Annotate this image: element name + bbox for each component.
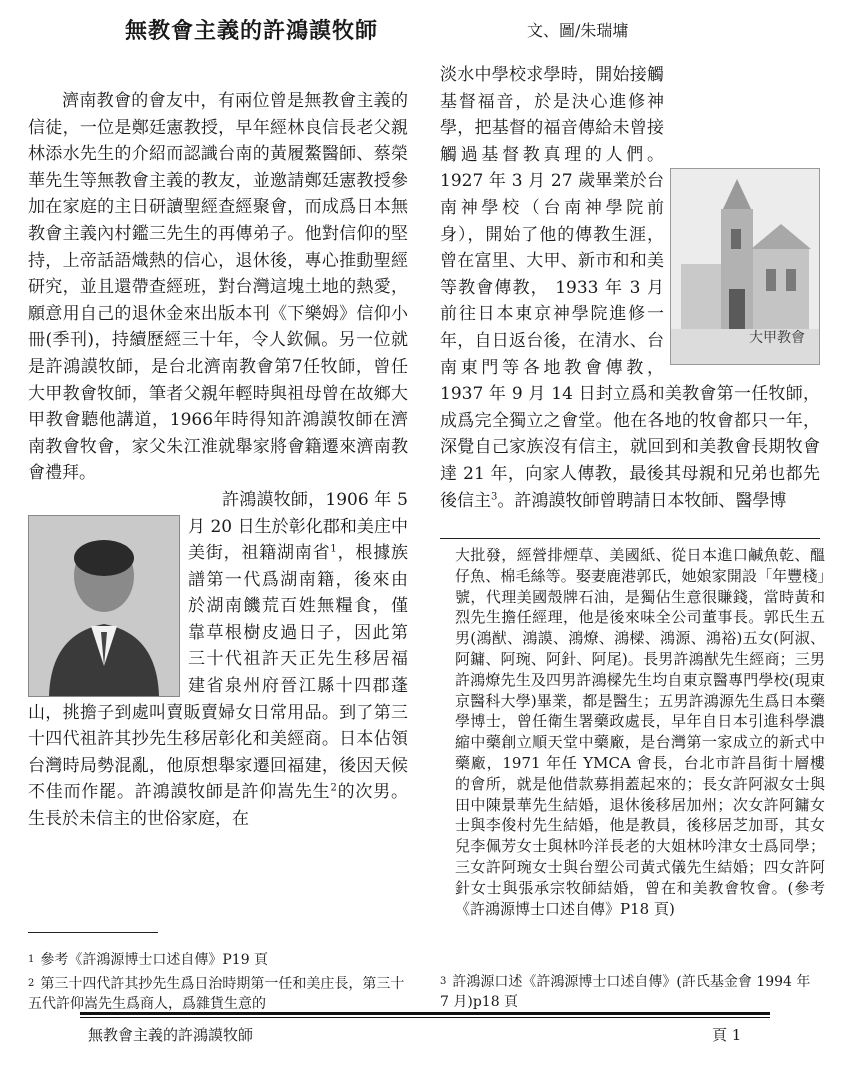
right-paragraph <box>440 62 820 514</box>
footnote-2 <box>28 974 418 1014</box>
right-text-b: 。許鴻謨牧師曾聘請日本牧師、醫學博 <box>497 490 787 511</box>
footer-rule-thin <box>80 1017 770 1018</box>
footnote-separator <box>28 932 158 933</box>
article-title: 無教會主義的許鴻謨牧師 <box>125 18 379 44</box>
footnote-ref-3: 3 <box>491 490 498 502</box>
paragraph-2-part-a: 許鴻謨牧師，1906 年 5 月 20 日生於彰化郡和美庄中美街，祖籍湖南省 <box>188 489 408 564</box>
right-text-a: 淡水中學校求學時，開始接觸基督福音，於是決心進修神學，把基督的福音傳給未曾接觸過基督教真理的人們。1927 年 3 月 27 歲畢業於台南神學校（台南神學院前身），開始了他的傳教生涯，曾在富里、大甲、新市和和美等教會傳教， 1933 年 3 月前往日本東京神學院進修一年，自日返台後，在清水、台南東門等各地教會傳教，1937 年 9 月 14 日封立爲和美教會第一任牧師，成爲完全獨立之會堂。他在各地的牧會都只一年，深覺自己家族沒有信主，就回到和美教會長期牧會達 21 年，向家人傳教，最後其母親和兄弟也都先後信主 <box>440 65 820 511</box>
paragraph-2-part-c: 的次男。生長於未信主的世俗家庭，在 <box>28 782 409 830</box>
right-divider <box>440 538 820 539</box>
footnote-continuation: 大批發，經營排煙草、美國紙、從日本進口鹹魚乾、醞仔魚、棉毛絲等。娶妻鹿港郭氏，她娘家開設「年豐棧」號，代理美國殼牌石油，是獨佔生意很賺錢，當時黃和烈先生擔任經理，他是後來味全公司董事長。郭氏生五男(鴻猷、鴻謨、鴻燎、鴻樑、鴻源、鴻裕)五女(阿淑、阿鏞、阿琬、阿針、阿尾)。長男許鴻猷先生經商；三男許鴻燎先生及四男許鴻樑先生均自東京醫專門學校(現東京醫科大學)畢業，都是醫生；五男許鴻源先生爲日本藥學博士，曾任衛生署藥政處長，早年自日本引進科學濃縮中藥創立順天堂中藥廠，是台灣第一家成立的新式中藥廠，1971 年任 YMCA 會長，台北市許昌街十層樓的會所，就是他借款募捐蓋起來的；長女許阿淑女士與田中陳景華先生結婚，退休後移居加州；次女許阿鏞女士與李俊村先生結婚，他是教員，後移居芝加哥，其女兒李佩芳女士與林吟洋長老的大姐林吟津女士爲同學；三女許阿琬女士與台塑公司黃式儀先生結婚；四女許阿針女士與張承宗牧師結婚，曾在和美教會牧會。(參考《許鴻源博士口述自傳》P18 頁) <box>455 546 825 918</box>
author-byline: 文、圖/朱瑞墉 <box>527 21 629 40</box>
footnote-2-number: 2 <box>28 978 35 989</box>
footnote-2-text: 第三十四代許其抄先生爲日治時期第一任和美庄長，第三十五代許仰嵩先生爲商人，爲雜貨生意的 <box>28 976 405 1012</box>
paragraph-2 <box>28 487 408 833</box>
paragraph-1: 濟南教會的會友中，有兩位曾是無教會主義的信徒，一位是鄭廷憲教授，早年經林良信長老父親林添水先生的介紹而認識台南的黃履鰲醫師、蔡榮華先生等無教會主義的教友，並邀請鄭廷憲教授參加在家庭的主日研讀聖經查經聚會，而成爲日本無教會主義內村鑑三先生的再傳弟子。他對信仰的堅持，上帝話語熾熱的信心，退休後，專心推動聖經研究，並且還帶查經班，對台灣這塊土地的熱愛，願意用自己的退休金來出版本刊《下樂姆》信仰小冊(季刊)，持續歷經三十年，令人欽佩。另一位就是許鴻謨牧師，是台北濟南教會第7任牧師，曾任大甲教會牧師，筆者父親年輕時與祖母曾在故鄉大甲教會聽他講道，1966年時得知許鴻謨牧師在濟南教會牧會，家父朱江淮就舉家將會籍遷來濟南教會禮拜。 <box>28 91 408 484</box>
church-photo <box>670 168 820 365</box>
footnote-3 <box>440 972 820 1012</box>
portrait-photo <box>28 515 180 697</box>
footnote-3-text: 許鴻源口述《許鴻源博士口述自傳》(許氏基金會 1994 年 7 月)p18 頁 <box>440 974 811 1010</box>
left-column <box>28 88 408 833</box>
footnote-ref-1: 1 <box>330 543 337 555</box>
footnote-3-number: 3 <box>440 976 447 987</box>
church-caption: 大甲教會 <box>749 330 805 347</box>
right-column <box>440 62 820 514</box>
page-number: 頁 1 <box>712 1026 742 1044</box>
portrait-photo-wrap <box>28 515 180 697</box>
church-photo-wrap <box>670 168 820 365</box>
footnote-1-number: 1 <box>28 954 35 965</box>
footnote-1 <box>28 950 418 970</box>
paragraph-2-part-b: ，根據族譜第一代爲湖南籍，後來由於湖南饑荒百姓無糧食，僅靠草根樹皮過日子，因此第三十代祖許天正先生移居福建省泉州府晉江縣十四郡蓬山，挑擔子到處叫賣販賣婦女日常用品。到了第三十四代祖許其抄先生移居彰化和美經商。日本佔領台灣時局勢混亂，他原想舉家遷回福建，後因天候不佳而作罷。許鴻謨牧師是許仰嵩先生 <box>28 543 409 803</box>
footnote-ref-2: 2 <box>330 782 337 794</box>
footer-title: 無教會主義的許鴻謨牧師 <box>88 1026 254 1044</box>
footnote-1-text: 參考《許鴻源博士口述自傳》P19 頁 <box>40 952 269 968</box>
footer-rule-thick <box>80 1012 770 1015</box>
